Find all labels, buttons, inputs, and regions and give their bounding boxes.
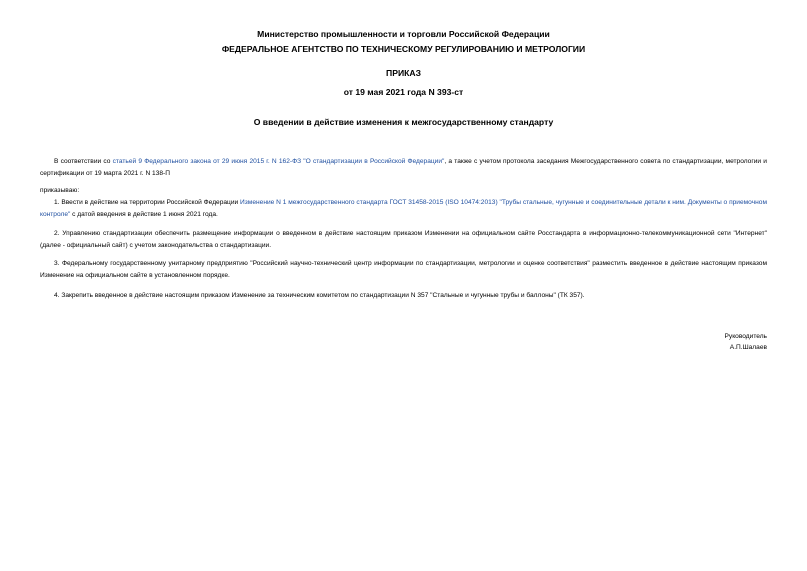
paragraph-item-1 <box>40 197 767 221</box>
signatory-title: Руководитель <box>724 333 767 340</box>
doc-date-number: от 19 мая 2021 года N 393-ст <box>343 87 464 97</box>
paragraph-preamble <box>40 156 767 180</box>
ministry-title: Министерство промышленности и торговли Российской Федерации <box>257 29 550 39</box>
item-1-text-before: 1. Ввести в действие на территории Российской Федерации <box>54 199 241 206</box>
paragraph-item-3: 3. Федеральному государственному унитарному предприятию "Российский научно-технический центр информации по стандартизации, метрологии и оценке соответствия" разместить введенное в действие настоящим приказом Изменение на официальном сайте в установленном порядке. <box>40 260 767 279</box>
preamble-text-before: В соответствии со <box>54 158 113 165</box>
signatory-name: А.П.Шалаев <box>729 344 767 351</box>
doc-type: ПРИКАЗ <box>386 68 421 78</box>
preamble-text-after: , а также с учетом протокола заседания Межгосударственного совета по стандартизации, метрологии и сертификации от 19 марта 2021 г. N 138-П <box>40 158 767 177</box>
agency-title: ФЕДЕРАЛЬНОЕ АГЕНТСТВО ПО ТЕХНИЧЕСКОМУ РЕГУЛИРОВАНИЮ И МЕТРОЛОГИИ <box>221 44 586 54</box>
federal-law-link[interactable]: статьей 9 Федерального закона от 29 июня 2015 г. N 162-ФЗ "О стандартизации в Российской Федерации" <box>112 158 445 165</box>
paragraph-item-4: 4. Закрепить введенное в действие настоящим приказом Изменение за техническим комитетом по стандартизации N 357 "Стальные и чугунные трубы и баллоны" (ТК 357). <box>54 292 585 299</box>
doc-subject: О введении в действие изменения к межгосударственному стандарту <box>253 117 554 127</box>
item-1-text-after: с датой введения в действие 1 июня 2021 года. <box>70 211 218 218</box>
paragraph-order-word: приказываю: <box>40 187 80 194</box>
paragraph-item-2: 2. Управлению стандартизации обеспечить размещение информации о введенном в действие настоящим приказом Изменении на официальном сайте Росстандарта в информационно-телекоммуникационной сети "Интернет" (далее - официальный сайт) с учетом законодательства о стандартизации. <box>40 230 767 249</box>
gost-amendment-link[interactable]: Изменение N 1 межгосударственного стандарта ГОСТ 31458-2015 (ISO 10474:2013) "Трубы стальные, чугунные и соединительные детали к ним. Документы о приемочном контроле" <box>40 199 767 218</box>
